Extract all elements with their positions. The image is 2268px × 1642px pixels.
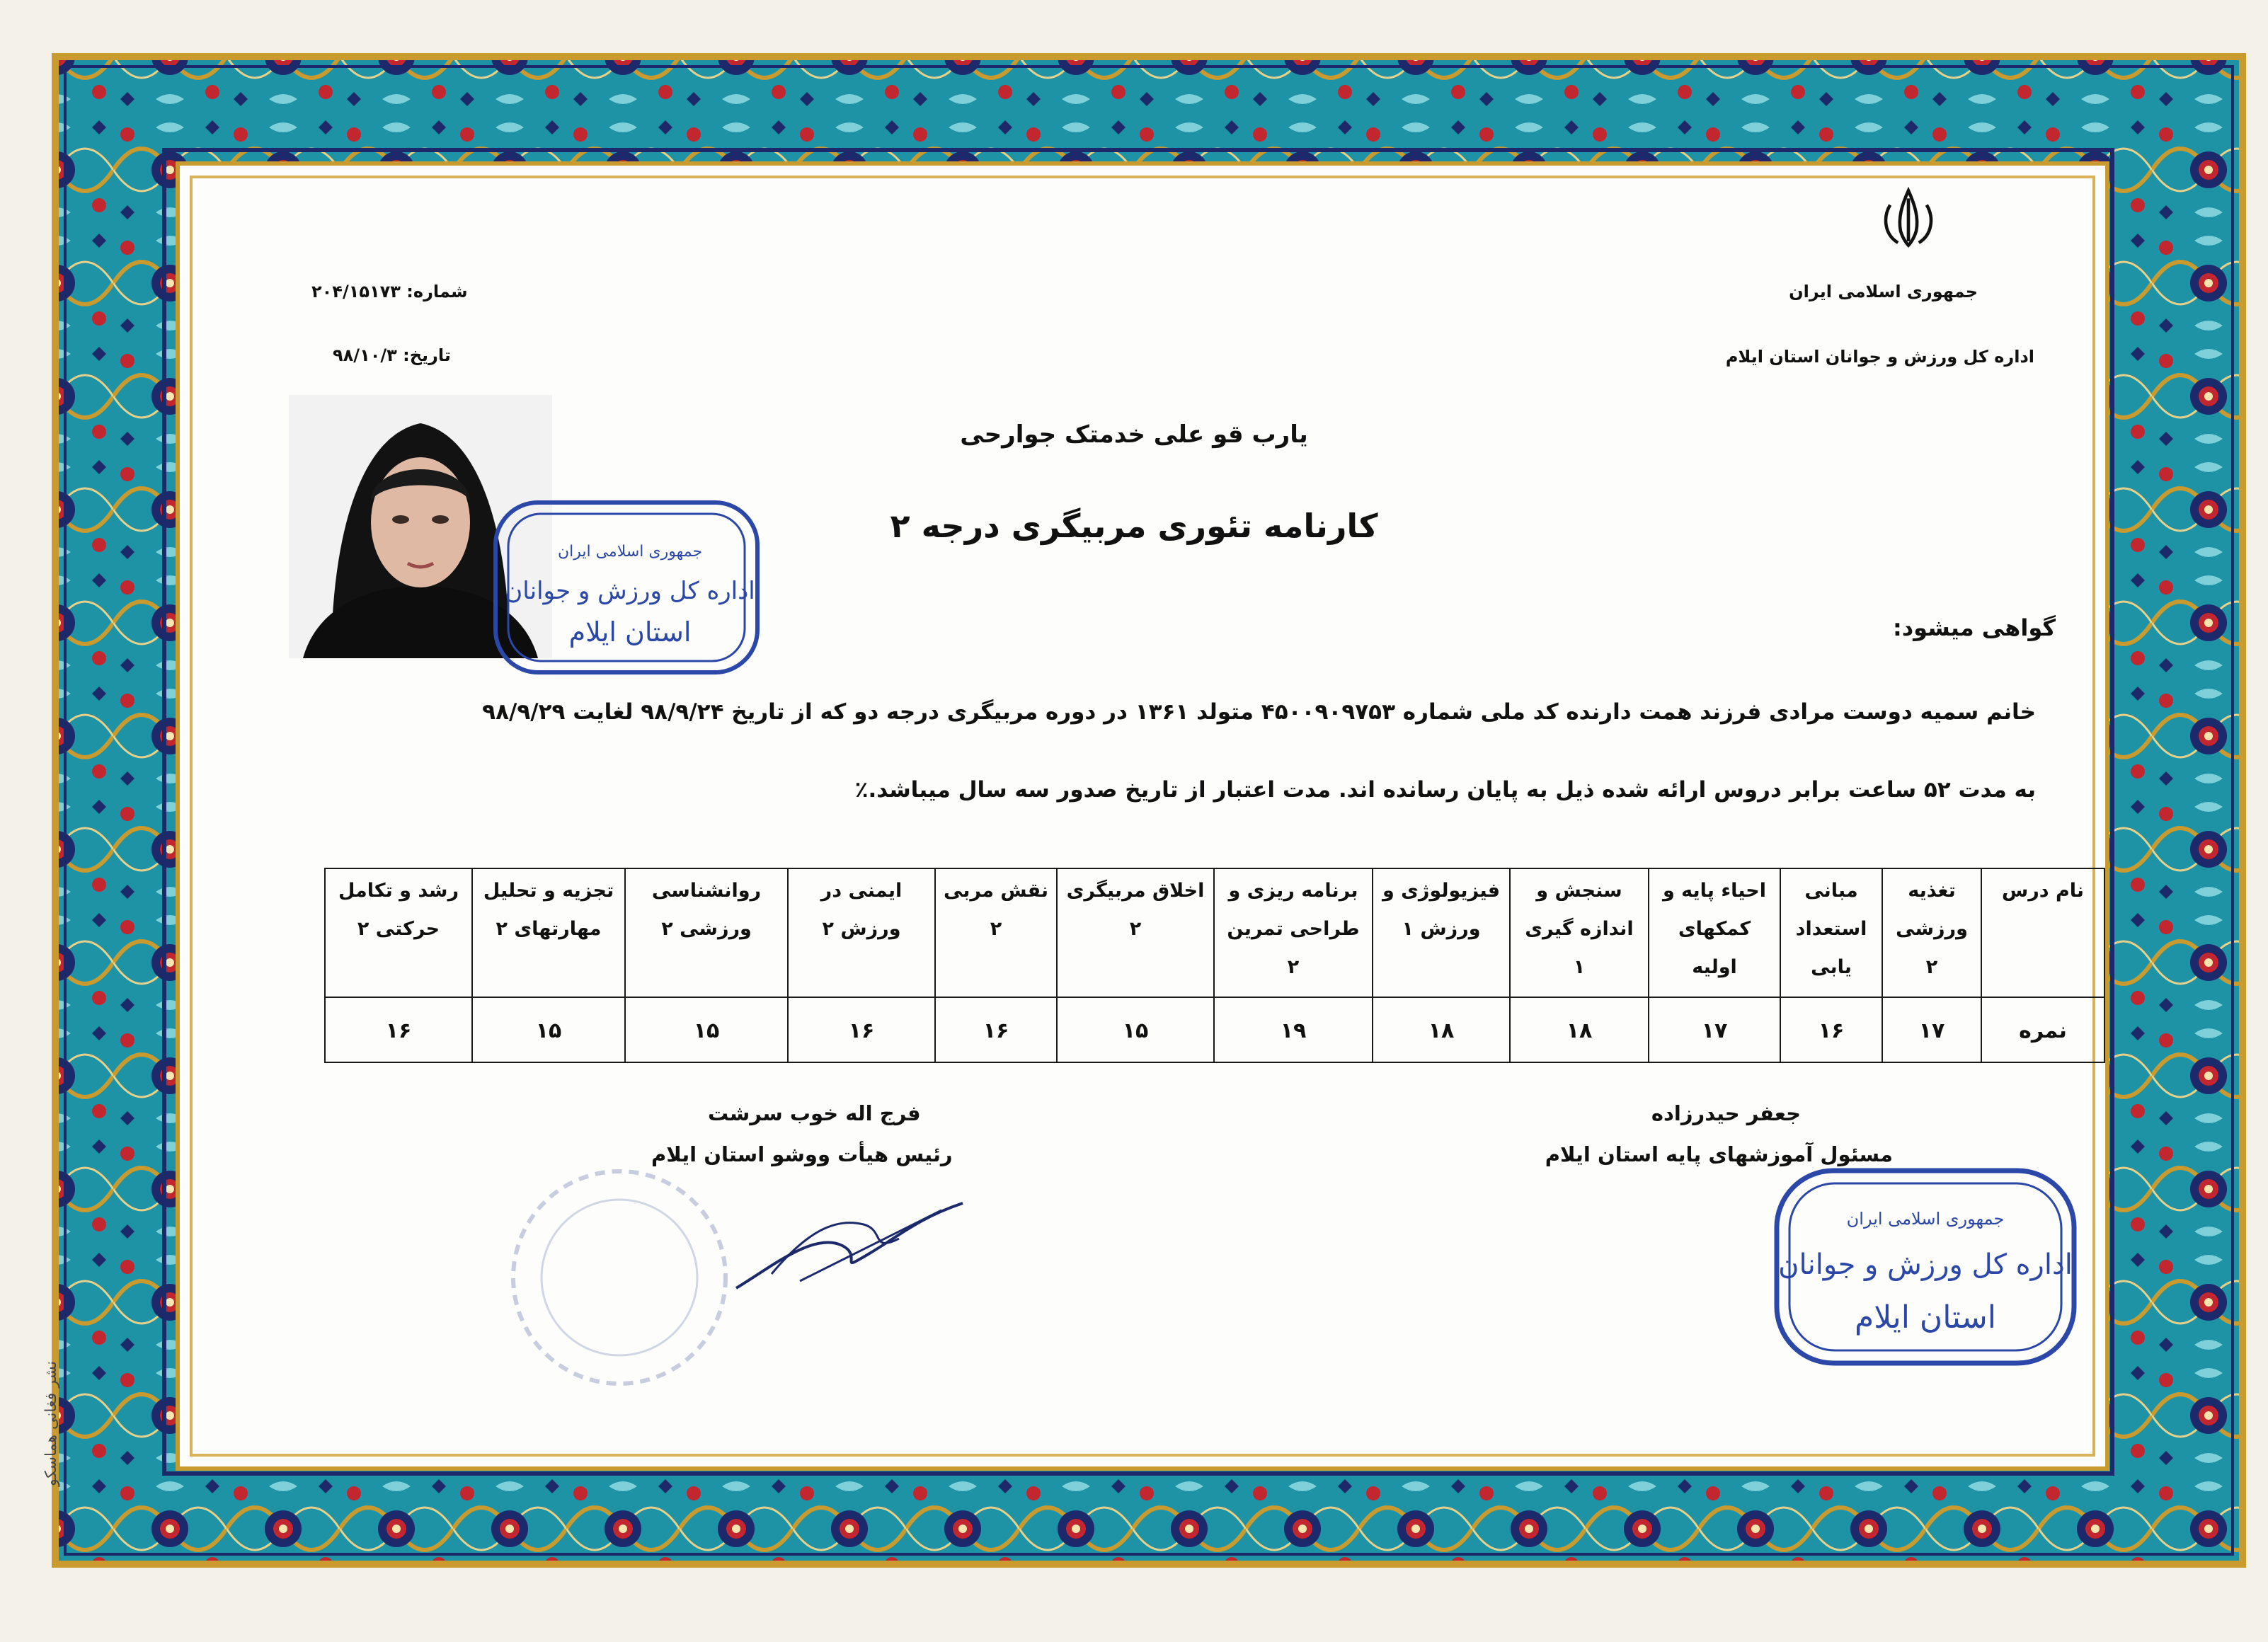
subject-cell: ایمنی در ورزش ۲ [788, 868, 935, 997]
signer-right-name: جعفر حیدرزاده [1651, 1101, 1801, 1125]
signer-right-title: مسئول آموزشهای پایه استان ایلام [1545, 1142, 1893, 1166]
page-title: کارنامه تئوری مربیگری درجه ۲ [890, 507, 1378, 545]
office-stamp-line-mid: اداره کل ورزش و جوانان [1778, 1248, 2073, 1281]
scores-row [325, 997, 2104, 1062]
score-cell: ۱۵ [472, 997, 625, 1062]
score-cell: ۱۷ [1882, 997, 1981, 1062]
subject-cell: مبانی استعداد یابی [1780, 868, 1882, 997]
subject-cell: احیاء پایه و کمکهای اولیه [1649, 868, 1780, 997]
handwritten-signature [729, 1189, 970, 1302]
salutation: یارب قو علی خدمتک جوارحی [960, 420, 1308, 449]
score-cell: ۱۷ [1649, 997, 1780, 1062]
score-cell: ۱۵ [1057, 997, 1214, 1062]
body-line-2: به مدت ۵۲ ساعت برابر دروس ارائه شده ذیل به پایان رسانده اند. مدت اعتبار از تاریخ صدور سه سال میباشد.٪ [854, 777, 2036, 803]
photo-stamp-line-top: جمهوری اسلامی ایران [557, 543, 703, 561]
header-office: اداره کل ورزش و جوانان استان ایلام [1725, 347, 2034, 367]
faded-stamp-left [503, 1161, 736, 1394]
subject-cell: سنجش و اندازه گیری ۱ [1510, 868, 1649, 997]
letter-number: شماره: ۲۰۴/۱۵۱۷۳ [311, 282, 468, 302]
score-cell: ۱۹ [1214, 997, 1373, 1062]
iran-emblem-icon [1876, 185, 1941, 251]
attest-label: گواهی میشود: [1892, 614, 2056, 641]
subject-cell: برنامه ریزی و طراحی تمرین ۲ [1214, 868, 1373, 997]
score-cell: ۱۵ [625, 997, 788, 1062]
table-header-score: نمره [1981, 997, 2104, 1062]
score-cell: ۱۶ [788, 997, 935, 1062]
score-cell: ۱۶ [935, 997, 1057, 1062]
score-cell: ۱۸ [1373, 997, 1510, 1062]
subjects-row [325, 868, 2104, 997]
office-stamp-line-bottom: استان ایلام [1854, 1299, 1997, 1336]
office-stamp-line-top: جمهوری اسلامی ایران [1846, 1209, 2005, 1229]
subject-cell: اخلاق مربیگری ۲ [1057, 868, 1214, 997]
office-stamp [1770, 1161, 2081, 1373]
score-cell: ۱۶ [325, 997, 472, 1062]
signer-left-name: فرج اله خوب سرشت [708, 1101, 921, 1125]
subject-cell: تغذیه ورزشی ۲ [1882, 868, 1981, 997]
score-cell: ۱۸ [1510, 997, 1649, 1062]
score-cell: ۱۶ [1780, 997, 1882, 1062]
printer-note: نشر فغانی هماسکو [42, 1360, 60, 1486]
body-line-1: خانم سمیه دوست مرادی فرزند همت دارنده کد ملی شماره ۴۵۰۰۹۰۹۷۵۳ متولد ۱۳۶۱ در دوره مربیگری درجه دو که از تاریخ ۹۸/۹/۲۴ لغایت ۹۸/۹/۲۹ [482, 699, 2036, 725]
grades-table [324, 868, 2105, 1063]
header-country: جمهوری اسلامی ایران [1789, 282, 1978, 302]
subject-cell: روانشناسی ورزشی ۲ [625, 868, 788, 997]
letter-date: تاریخ: ۹۸/۱۰/۳ [333, 345, 451, 365]
subject-cell: تجزیه و تحلیل مهارتهای ۲ [472, 868, 625, 997]
photo-stamp-line-bottom: استان ایلام [568, 616, 692, 648]
subject-cell: فیزیولوژی و ورزش ۱ [1373, 868, 1510, 997]
photo-stamp-line-mid: اداره کل ورزش و جوانان [505, 577, 755, 605]
subject-cell: رشد و تکامل حرکتی ۲ [325, 868, 472, 997]
signer-left-title: رئیس هیأت ووشو استان ایلام [651, 1142, 953, 1166]
subject-cell: نقش مربی ۲ [935, 868, 1057, 997]
table-header-subject: نام درس [1981, 868, 2104, 997]
